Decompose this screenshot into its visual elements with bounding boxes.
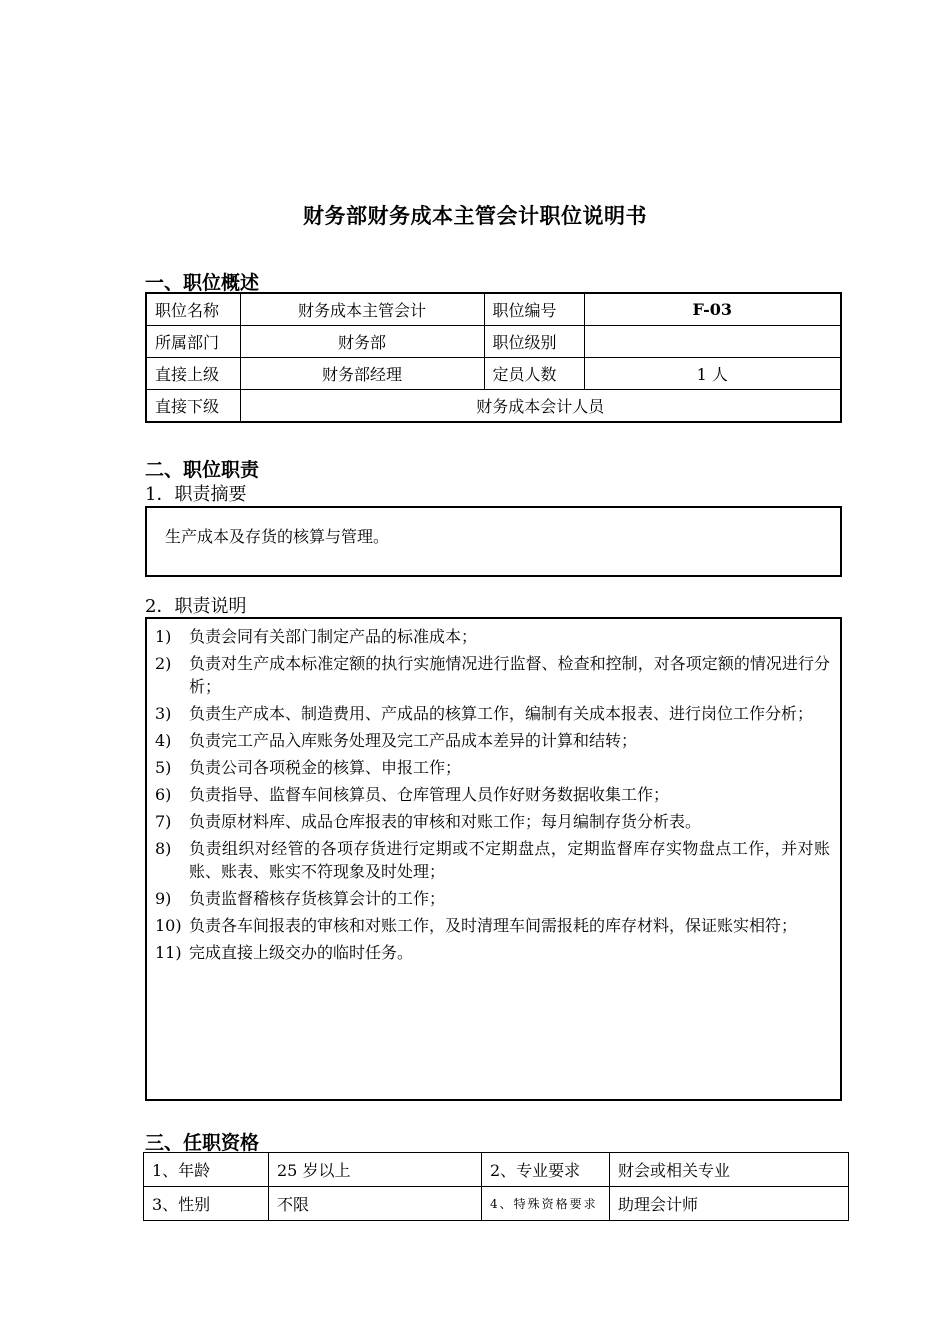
item-text: 负责原材料库、成品仓库报表的审核和对账工作；每月编制存货分析表。 bbox=[189, 812, 702, 831]
item-text: 负责会同有关部门制定产品的标准成本； bbox=[189, 627, 478, 646]
item-text: 负责生产成本、制造费用、产成品的核算工作，编制有关成本报表、进行岗位工作分析； bbox=[189, 704, 814, 723]
duties-heading: 2．职责说明 bbox=[145, 596, 247, 617]
label-cell: 职位编号 bbox=[484, 293, 584, 326]
table-row bbox=[146, 390, 841, 423]
list-item bbox=[155, 810, 830, 833]
value-cell: 25 岁以上 bbox=[269, 1153, 482, 1187]
value-cell: 财务部 bbox=[240, 326, 484, 358]
item-number: 6) bbox=[155, 785, 172, 804]
page-title: 财务部财务成本主管会计职位说明书 bbox=[303, 204, 647, 228]
item-text: 负责各车间报表的审核和对账工作，及时清理车间需报耗的库存材料，保证账实相符； bbox=[189, 916, 798, 935]
value-cell: 1 人 bbox=[584, 358, 841, 390]
value-cell: 财务部经理 bbox=[240, 358, 484, 390]
value-cell: 财务成本会计人员 bbox=[240, 390, 841, 423]
value-cell bbox=[584, 326, 841, 358]
list-item bbox=[155, 837, 830, 883]
item-text: 负责对生产成本标准定额的执行实施情况进行监督、检查和控制，对各项定额的情况进行分析； bbox=[189, 654, 830, 696]
item-text: 负责完工产品入库账务处理及完工产品成本差异的计算和结转； bbox=[189, 731, 638, 750]
list-item bbox=[155, 887, 830, 910]
item-text: 完成直接上级交办的临时任务。 bbox=[189, 943, 414, 962]
list-item bbox=[155, 625, 830, 648]
item-text: 负责指导、监督车间核算员、仓库管理人员作好财务数据收集工作； bbox=[189, 785, 670, 804]
item-text: 负责监督稽核存货核算会计的工作； bbox=[189, 889, 446, 908]
table-row bbox=[146, 358, 841, 390]
table-row bbox=[144, 1187, 849, 1221]
item-text: 负责公司各项税金的核算、申报工作； bbox=[189, 758, 462, 777]
label-cell: 职位级别 bbox=[484, 326, 584, 358]
table-row bbox=[146, 293, 841, 326]
item-number: 2) bbox=[155, 654, 172, 673]
summary-heading: 1．职责摘要 bbox=[145, 484, 247, 505]
duties-list bbox=[147, 619, 840, 964]
list-item bbox=[155, 652, 830, 698]
label-cell: 1、年龄 bbox=[144, 1153, 269, 1187]
item-number: 1) bbox=[155, 627, 172, 646]
summary-text: 生产成本及存货的核算与管理。 bbox=[165, 527, 390, 546]
label-cell: 直接下级 bbox=[146, 390, 240, 423]
value-cell: 助理会计师 bbox=[610, 1187, 849, 1221]
item-number: 3) bbox=[155, 704, 172, 723]
item-number: 9) bbox=[155, 889, 172, 908]
list-item bbox=[155, 756, 830, 779]
summary-box bbox=[145, 506, 842, 577]
list-item bbox=[155, 783, 830, 806]
label-cell: 3、性别 bbox=[144, 1187, 269, 1221]
section-heading-duties: 二、职位职责 bbox=[145, 459, 260, 481]
list-item bbox=[155, 914, 830, 937]
list-item bbox=[155, 941, 830, 964]
label-cell: 2、专业要求 bbox=[482, 1153, 610, 1187]
value-cell: 不限 bbox=[269, 1187, 482, 1221]
item-number: 7) bbox=[155, 812, 172, 831]
overview-table bbox=[145, 292, 842, 423]
value-cell: 财务成本主管会计 bbox=[240, 293, 484, 326]
item-number: 5) bbox=[155, 758, 172, 777]
list-item bbox=[155, 729, 830, 752]
qualifications-table bbox=[143, 1152, 849, 1221]
value-cell: F-03 bbox=[584, 293, 841, 326]
label-cell: 所属部门 bbox=[146, 326, 240, 358]
list-item bbox=[155, 702, 830, 725]
item-number: 4) bbox=[155, 731, 172, 750]
section-heading-overview: 一、职位概述 bbox=[145, 272, 260, 294]
label-cell: 职位名称 bbox=[146, 293, 240, 326]
item-number: 10) bbox=[155, 916, 182, 935]
label-cell: 直接上级 bbox=[146, 358, 240, 390]
item-number: 8) bbox=[155, 839, 172, 858]
section-heading-qualifications: 三、任职资格 bbox=[145, 1132, 260, 1154]
label-cell: 4、特殊资格要求 bbox=[482, 1187, 610, 1221]
item-number: 11) bbox=[155, 943, 182, 962]
item-text: 负责组织对经管的各项存货进行定期或不定期盘点，定期监督库存实物盘点工作，并对账账、账表、账实不符现象及时处理； bbox=[189, 839, 830, 881]
table-row bbox=[146, 326, 841, 358]
table-row bbox=[144, 1153, 849, 1187]
duties-box bbox=[145, 617, 842, 1101]
value-cell: 财会或相关专业 bbox=[610, 1153, 849, 1187]
label-cell: 定员人数 bbox=[484, 358, 584, 390]
